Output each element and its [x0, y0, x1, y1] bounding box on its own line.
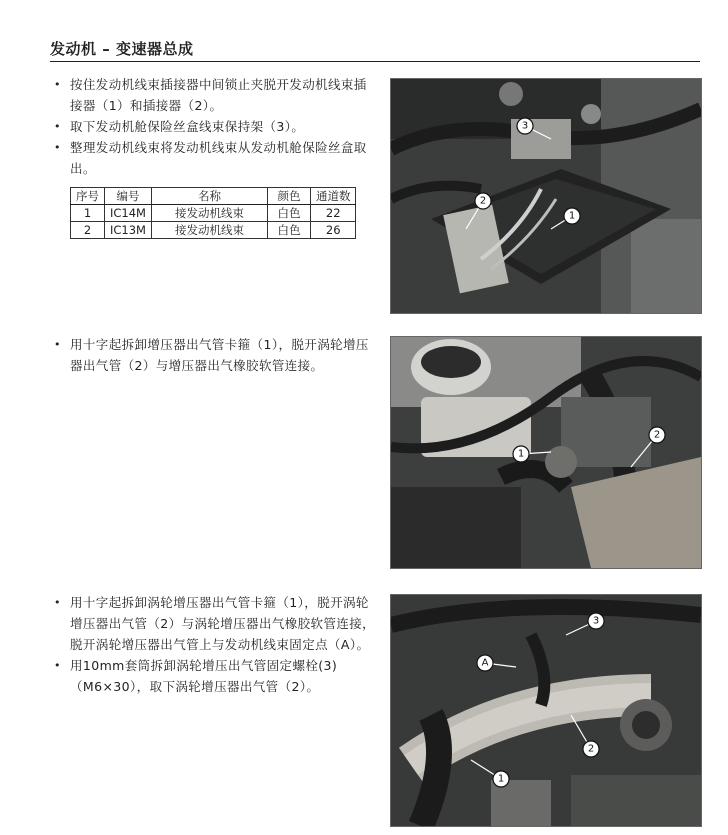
section-3-text: [52, 592, 377, 697]
title-rule: [50, 61, 700, 62]
section-2-text: [52, 334, 377, 376]
callout-2: [475, 193, 491, 209]
table-header-row: [71, 188, 356, 205]
cell-code: IC13M: [105, 222, 152, 239]
svg-text:2: 2: [479, 195, 487, 207]
callout-3: [588, 613, 604, 629]
callout-2: [583, 741, 599, 757]
callout-1: [513, 446, 529, 462]
connector-table: [70, 187, 356, 239]
svg-text:2: 2: [587, 743, 595, 755]
cell-name: 接发动机线束: [151, 205, 267, 222]
cell-index: 1: [71, 205, 105, 222]
callout-2: [649, 427, 665, 443]
photo-fuse-box-harness: [390, 78, 702, 314]
cell-name: 接发动机线束: [151, 222, 267, 239]
svg-text:1: 1: [517, 448, 525, 460]
step-1-3: • 整理发动机线束将发动机线束从发动机舱保险丝盒取出。: [52, 137, 377, 179]
step-3-2: • 用10mm套筒拆卸涡轮增压出气管固定螺栓(3)（M6×30），取下涡轮增压器出气管（2）。: [52, 655, 377, 697]
svg-text:3: 3: [521, 120, 529, 132]
page-title: 发动机 – 变速器总成: [50, 40, 194, 58]
cell-channels: 22: [310, 205, 356, 222]
callout-3: [517, 118, 533, 134]
cell-color: 白色: [267, 222, 310, 239]
callout-1: [564, 208, 580, 224]
svg-text:2: 2: [653, 429, 661, 441]
step-3-1: • 用十字起拆卸涡轮增压器出气管卡箍（1），脱开涡轮增压器出气管（2）与涡轮增压器出气橡胶软管连接，脱开涡轮增压器出气管上与发动机线束固定点（A）。: [52, 592, 377, 655]
callout-1: [493, 771, 509, 787]
col-header-channels: 通道数: [310, 188, 356, 205]
svg-text:3: 3: [592, 615, 600, 627]
table-row: [71, 205, 356, 222]
photo-turbo-outlet-pipe: [390, 594, 702, 827]
cell-channels: 26: [310, 222, 356, 239]
photo-turbo-outlet-clamp: [390, 336, 702, 569]
step-1-2: • 取下发动机舱保险丝盒线束保持架（3）。: [52, 116, 377, 137]
svg-text:A: A: [481, 657, 489, 669]
svg-text:1: 1: [568, 210, 576, 222]
step-1-1: • 按住发动机线束插接器中间锁止夹脱开发动机线束插接器（1）和插接器（2）。: [52, 74, 377, 116]
cell-code: IC14M: [105, 205, 152, 222]
col-header-color: 颜色: [267, 188, 310, 205]
section-1-text: [52, 74, 377, 239]
table-row: [71, 222, 356, 239]
col-header-code: 编号: [105, 188, 152, 205]
step-2-1: • 用十字起拆卸增压器出气管卡箍（1），脱开涡轮增压器出气管（2）与增压器出气橡胶软管连接。: [52, 334, 377, 376]
svg-text:1: 1: [497, 773, 505, 785]
cell-color: 白色: [267, 205, 310, 222]
callout-A: [477, 655, 493, 671]
col-header-index: 序号: [71, 188, 105, 205]
cell-index: 2: [71, 222, 105, 239]
col-header-name: 名称: [151, 188, 267, 205]
